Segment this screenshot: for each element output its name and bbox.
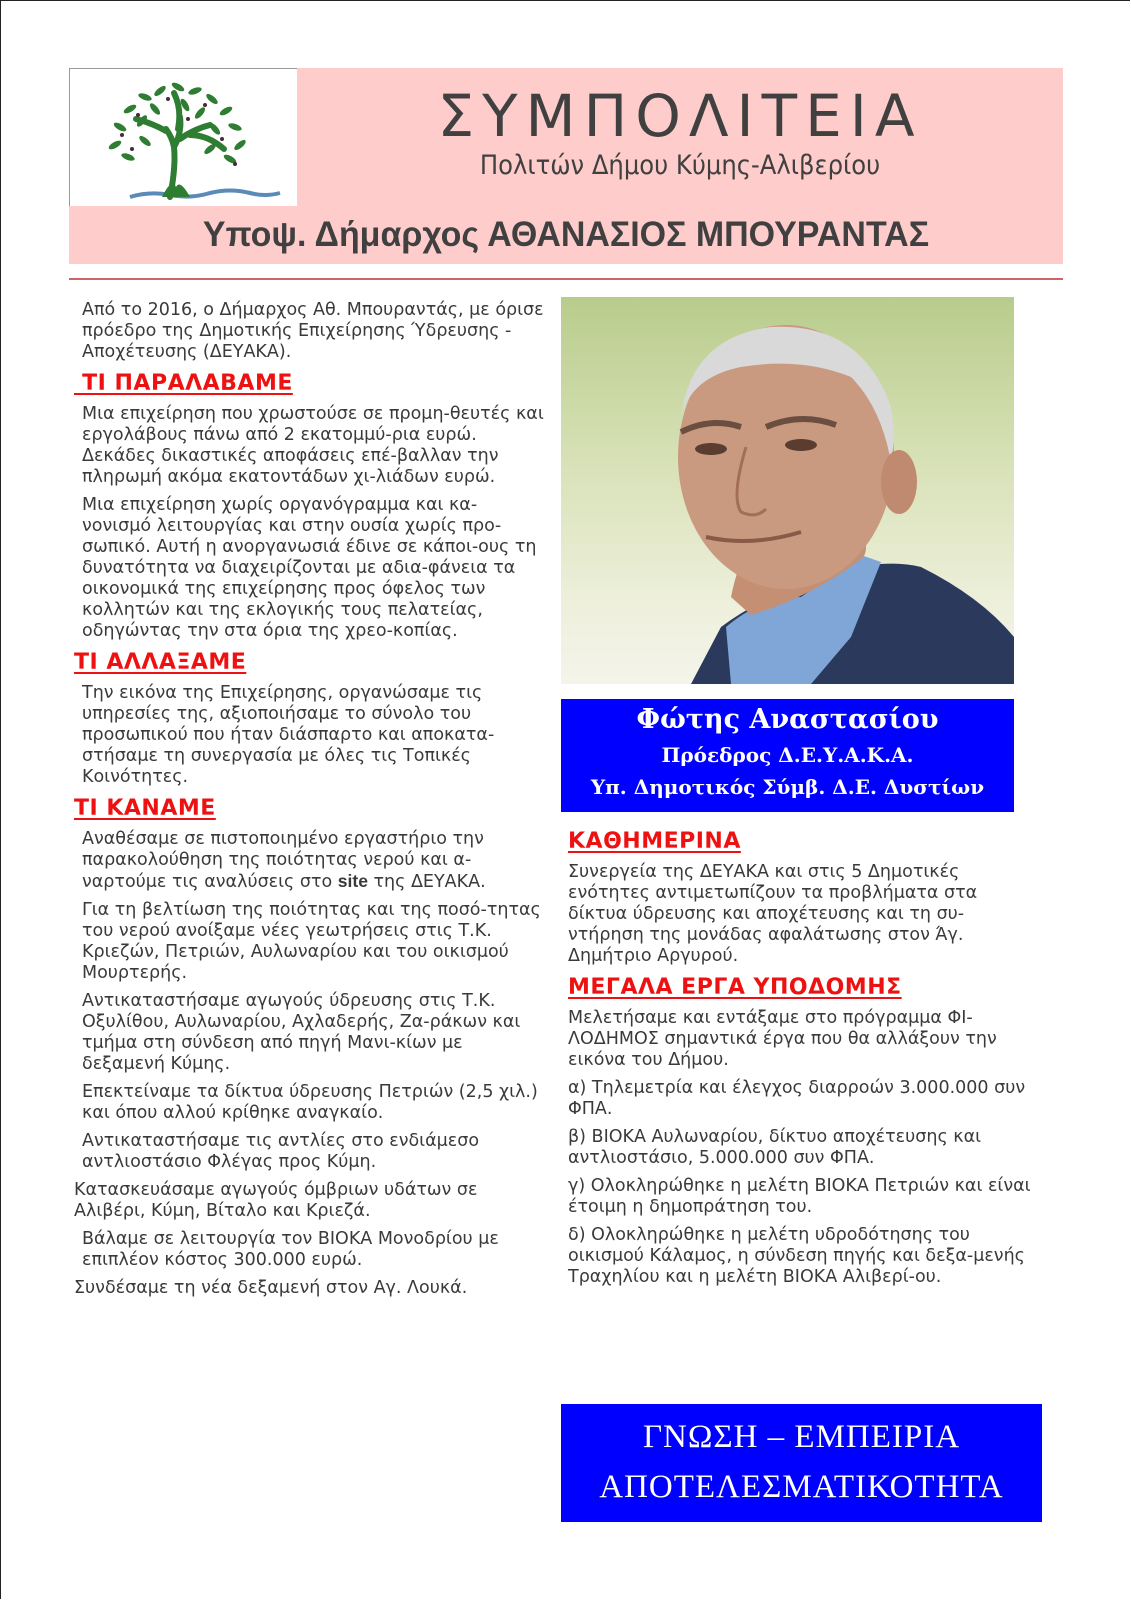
list-item: γ) Ολοκληρώθηκε η μελέτη ΒΙΟΚΑ Πετριών και είναι έτοιμη η δημοπράτηση του. [568, 1176, 1031, 1217]
party-logo [69, 68, 297, 206]
paragraph: Βάλαμε σε λειτουργία τον ΒΙΟΚΑ Μονοδρίου με επιπλέον κόστος 300.000 ευρώ. [82, 1229, 499, 1270]
paragraph-text: Αναθέσαμε σε πιστοποιημένο εργαστήριο την παρακολούθηση της ποιότητας νερού και α-ναρτούμε τις αναλύσεις στο [82, 829, 484, 892]
slogan-box [561, 1404, 1042, 1522]
paragraph: Συνεργεία της ΔΕΥΑΚΑ και στις 5 Δημοτικές ενότητες αντιμετωπίζουν τα προβλήματα στα δίκτυα ύδρευσης και αποχέτευσης και τη συ-ντήρηση της μονάδας αφαλάτωσης στον Άγ. Δημήτριο Αργυρού. [568, 862, 978, 966]
slogan-line-1: ΓΝΩΣΗ – ΕΜΠΕΙΡΙΑ [642, 1419, 961, 1455]
paragraph: Αντικαταστήσαμε αγωγούς ύδρευσης στις Τ.Κ. Οξυλίθου, Αυλωναρίου, Αχλαδερής, Ζα-ράκων και τμήμα στη σύνδεση από πηγή Μανι-κίων με δεξαμενή Κύμης. [82, 991, 521, 1074]
intro-paragraph: Από το 2016, ο Δήμαρχος Αθ. Μπουραντάς, με όρισε πρόεδρο της Δημοτικής Επιχείρησης Ύδρευσης - Αποχέτευσης (ΔΕΥΑΚΑ). [82, 300, 544, 362]
paragraph: Κατασκευάσαμε αγωγούς όμβριων υδάτων σε Αλιβέρι, Κύμη, Βίταλο και Κριεζά. [74, 1180, 478, 1221]
portrait-photo [561, 297, 1014, 684]
section-heading-changed: ΤΙ ΑΛΛΑΞΑΜΕ [74, 650, 247, 675]
left-column [74, 300, 544, 1306]
paragraph: Επεκτείναμε τα δίκτυα ύδρευσης Πετριών (2,5 χιλ.) και όπου αλλού κρίθηκε αναγκαίο. [82, 1082, 538, 1123]
paragraph: Συνδέσαμε τη νέα δεξαμενή στον Αγ. Λουκά. [74, 1278, 468, 1298]
paragraph: Για τη βελτίωση της ποιότητας και της ποσό-τητας του νερού ανοίξαμε νέες γεωτρήσεις στις Τ.Κ. Κριεζών, Πετριών, Αυλωναρίου και του οικισμού Μουρτερής. [82, 900, 541, 983]
olive-tree-icon [70, 69, 297, 206]
paragraph-text: της ΔΕΥΑΚΑ. [367, 872, 486, 892]
mayor-candidate-banner: Υποψ. Δήμαρχος ΑΘΑΝΑΣΙΟΣ ΜΠΟΥΡΑΝΤΑΣ [202, 215, 930, 254]
paragraph: Μελετήσαμε και εντάξαμε στο πρόγραμμα ΦΙ-ΛΟΔΗΜΟΣ σημαντικά έργα που θα αλλάξουν την εικόνα του Δήμου. [568, 1008, 997, 1070]
site-keyword: site [337, 871, 368, 891]
paragraph [74, 829, 544, 893]
profile-role-secondary: Υπ. Δημοτικός Σύμβ. Δ.Ε. Δυστίων [590, 775, 985, 799]
list-item: β) ΒΙΟΚΑ Αυλωναρίου, δίκτυο αποχέτευσης και αντλιοστάσιο, 5.000.000 συν ΦΠΑ. [568, 1127, 982, 1168]
list-item: δ) Ολοκληρώθηκε η μελέτη υδροδότησης του οικισμού Κάλαμος, η σύνδεση πηγής και δεξα-μενής Τραχηλίου και η μελέτη ΒΙΟΚΑ Αλιβερί-ου. [568, 1225, 1025, 1287]
section-heading-major-works: ΜΕΓΑΛΑ ΕΡΓΑ ΥΠΟΔΟΜΗΣ [568, 975, 902, 1000]
profile-role: Πρόεδρος Δ.Ε.Υ.Α.Κ.Α. [661, 743, 914, 767]
party-subtitle: Πολιτών Δήμου Κύμης-Αλιβερίου [479, 150, 881, 181]
section-heading-done: ΤΙ ΚΑΝΑΜΕ [74, 796, 216, 821]
party-title: ΣΥΜΠΟΛΙΤΕΙΑ [437, 82, 923, 150]
profile-name: Φώτης Αναστασίου [636, 704, 939, 735]
paragraph: Την εικόνα της Επιχείρησης, οργανώσαμε τις υπηρεσίες της, αξιοποιήσαμε το σύνολο του προσωπικού που ήταν διάσπαρτο και αποκατα-στήσαμε τη συνεργασία με όλες τις Τοπικές Κοινότητες. [82, 683, 495, 787]
list-item: α) Τηλεμετρία και έλεγχος διαρροών 3.000.000 συν ΦΠΑ. [568, 1078, 1026, 1119]
portrait-icon [561, 297, 1014, 684]
section-heading-received: ΤΙ ΠΑΡΑΛΑΒΑΜΕ [74, 371, 293, 396]
slogan-line-2: ΑΠΟΤΕΛΕΣΜΑΤΙΚΟΤΗΤΑ [599, 1469, 1004, 1505]
paragraph: Μια επιχείρηση χωρίς οργανόγραμμα και κα-νονισμό λειτουργίας και στην ουσία χωρίς προ-σωπικό. Αυτή η ανοργανωσιά έδινε σε κάποι-ους τη δυνατότητα να διαχειρίζονται με αδια-φάνεια τα οικονομικά της επιχείρησης προς όφελος των κολλητών και της εκλογικής τους πελατείας, οδηγώντας την στα όρια της χρεο-κοπίας. [82, 495, 537, 641]
section-heading-daily: ΚΑΘΗΜΕΡΙΝΑ [568, 829, 741, 854]
header-divider [69, 278, 1063, 280]
paragraph: Μια επιχείρηση που χρωστούσε σε προμη-θευτές και εργολάβους πάνω από 2 εκατομμύ-ρια ευρώ. Δεκάδες δικαστικές αποφάσεις επέ-βαλλαν την πληρωμή ακόμα εκατοντάδων χι-λιάδων ευρώ. [82, 404, 544, 487]
right-column [568, 828, 1038, 1292]
paragraph: Αντικαταστήσαμε τις αντλίες στο ενδιάμεσο αντλιοστάσιο Φλέγας προς Κύμη. [82, 1131, 480, 1172]
profile-caption [561, 699, 1014, 812]
